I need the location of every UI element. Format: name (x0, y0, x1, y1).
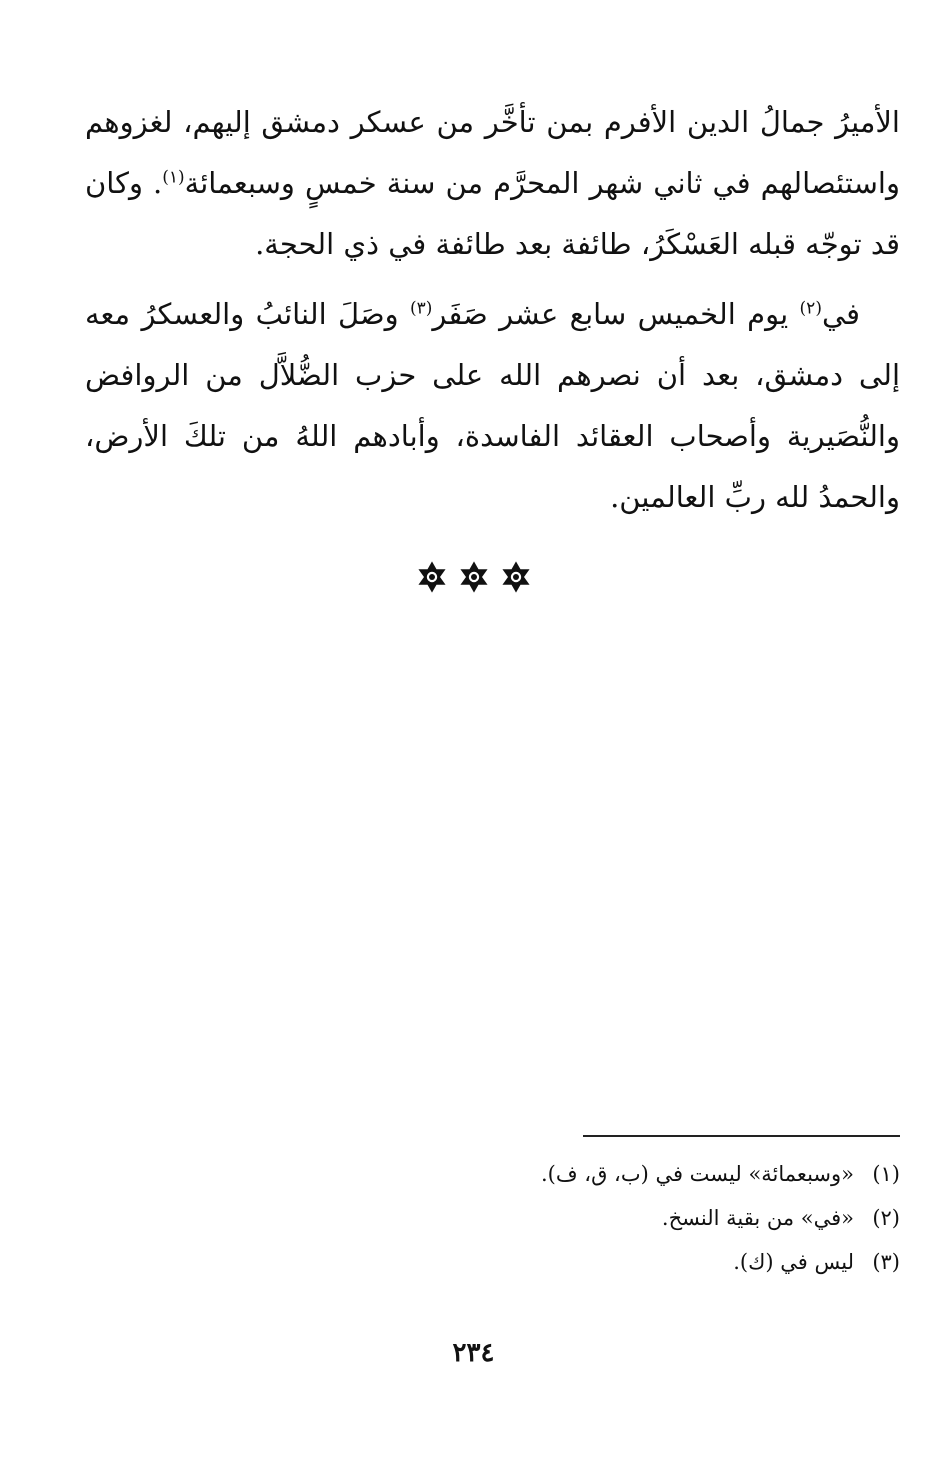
footnote-3 (85, 1240, 900, 1284)
footnote-number: (١) (872, 1162, 900, 1186)
page-number: ٢٣٤ (452, 1338, 495, 1368)
section-divider-ornaments (0, 560, 947, 594)
paragraph-2-text-c: وصَلَ النائبُ والعسكرُ معه إلى دمشق، بعد أن نصرهم الله على حزب الضُّلاَّل من الروافض والنُّصَيرية وأصحاب العقائد الفاسدة، وأبادهم اللهُ من تلكَ الأرض، والحمدُ لله ربِّ العالمين. (85, 297, 900, 514)
footnote-text: ليس في (ك). (733, 1250, 854, 1274)
main-text (85, 92, 900, 528)
star-flower-ornament-icon (418, 560, 446, 594)
footnote-1 (85, 1152, 900, 1196)
footnote-ref-2: (٢) (799, 298, 822, 319)
paragraph-2-text-b: يوم الخميس سابع عشر صَفَر (432, 297, 800, 331)
footnote-2 (85, 1196, 900, 1240)
star-flower-ornament-icon (460, 560, 488, 594)
footnote-ref-3: (٣) (409, 298, 433, 319)
paragraph-2 (85, 284, 900, 528)
footnote-number: (٢) (872, 1206, 900, 1230)
paragraph-1-text-a: الأميرُ جمالُ الدين الأفرم بمن تأخَّر من عسكر دمشق إليهم، لغزوهم واستئصالهم في ثاني شهر المحرَّم من سنة خمسٍ وسبعمائة (85, 105, 900, 200)
footnote-text: «وسبعمائة» ليست في (ب، ق، ف). (540, 1162, 854, 1186)
paragraph-1-text-b: . وكان قد توجّه قبله العَسْكَرُ، طائفة بعد طائفة في ذي الحجة. (85, 166, 900, 261)
paragraph-1 (85, 92, 900, 275)
paragraph-2-text-a: في (821, 297, 860, 331)
footnote-separator (583, 1135, 900, 1137)
star-flower-ornament-icon (502, 560, 530, 594)
footnotes (85, 1152, 900, 1284)
footnote-text: «في» من بقية النسخ. (661, 1206, 854, 1230)
footnote-ref-1: (١) (162, 167, 185, 188)
footnote-number: (٣) (872, 1250, 900, 1274)
